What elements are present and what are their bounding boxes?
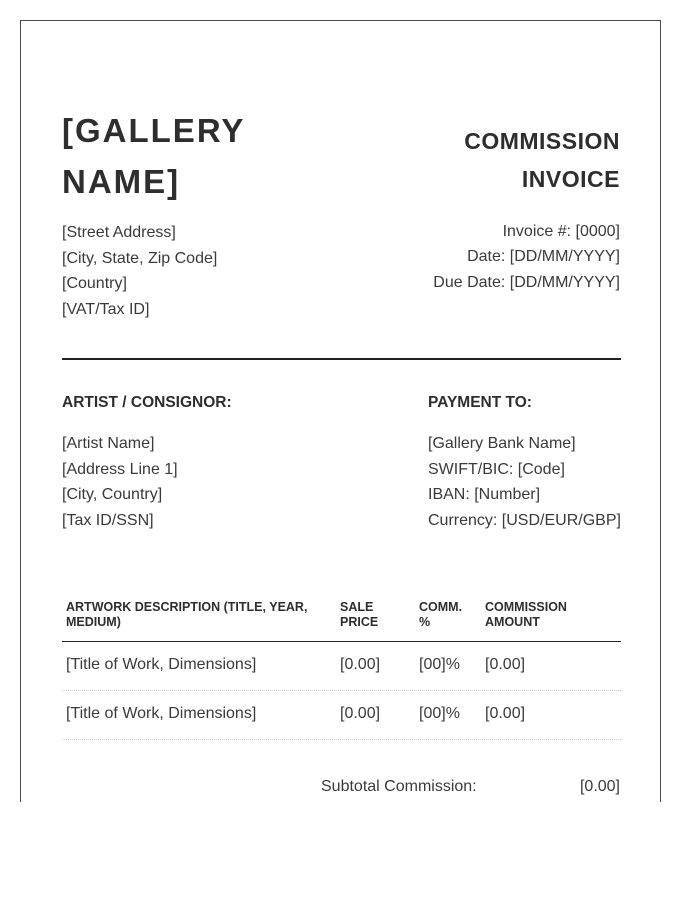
section-divider — [62, 358, 621, 360]
cell-comm-pct: [00]% — [419, 656, 460, 673]
cell-comm-pct: [00]% — [419, 705, 460, 722]
cell-description: [Title of Work, Dimensions] — [66, 656, 257, 673]
iban: IBAN: [Number] — [428, 486, 541, 504]
due-date: Due Date: [DD/MM/YYYY] — [433, 273, 620, 291]
cell-sale-price: [0.00] — [340, 705, 381, 722]
invoice-title-line: COMMISSION — [464, 128, 620, 154]
bank-name: [Gallery Bank Name] — [428, 435, 576, 452]
artist-tax-id: [Tax ID/SSN] — [62, 512, 154, 530]
invoice-page — [20, 20, 661, 802]
cell-comm-amount: [0.00] — [485, 656, 526, 673]
cell-sale-price: [0.00] — [340, 656, 381, 673]
vat-tax-id: [VAT/Tax ID] — [62, 301, 150, 319]
gallery-name — [62, 105, 322, 207]
country: [Country] — [62, 275, 127, 293]
artist-city-country: [City, Country] — [62, 486, 163, 504]
table-row — [62, 691, 621, 740]
header-description: ARTWORK DESCRIPTION (TITLE, YEAR, MEDIUM) — [66, 600, 308, 629]
street-address: [Street Address] — [62, 224, 176, 241]
invoice-meta — [433, 219, 620, 295]
invoice-number: Invoice #: [0000] — [502, 223, 620, 240]
currency: Currency: [USD/EUR/GBP] — [428, 512, 621, 530]
header-sale-price: SALE PRICE — [340, 600, 379, 629]
gallery-name-line: [GALLERY — [62, 112, 246, 149]
cell-description: [Title of Work, Dimensions] — [66, 705, 257, 722]
invoice-title — [380, 122, 620, 198]
table-row — [62, 642, 621, 691]
artist-name: [Artist Name] — [62, 435, 155, 452]
city-state-zip: [City, State, Zip Code] — [62, 249, 218, 267]
invoice-date: Date: [DD/MM/YYYY] — [467, 248, 620, 266]
artist-address: [Address Line 1] — [62, 460, 178, 478]
cell-comm-amount: [0.00] — [485, 705, 526, 722]
table-header — [62, 589, 621, 642]
artist-details — [62, 431, 178, 534]
payment-heading: PAYMENT TO: — [428, 394, 532, 411]
gallery-name-line: NAME] — [62, 163, 181, 200]
subtotal-value: [0.00] — [579, 778, 620, 795]
items-table — [62, 589, 621, 740]
header-comm-amount: COMMISSION AMOUNT — [485, 600, 567, 629]
gallery-address — [62, 220, 217, 323]
swift-bic: SWIFT/BIC: [Code] — [428, 460, 565, 478]
header-comm-pct: COMM. % — [419, 600, 463, 629]
invoice-title-line: INVOICE — [521, 166, 620, 192]
subtotal-label: Subtotal Commission: — [321, 778, 477, 795]
payment-details — [428, 431, 621, 534]
artist-heading: ARTIST / CONSIGNOR: — [62, 394, 232, 411]
